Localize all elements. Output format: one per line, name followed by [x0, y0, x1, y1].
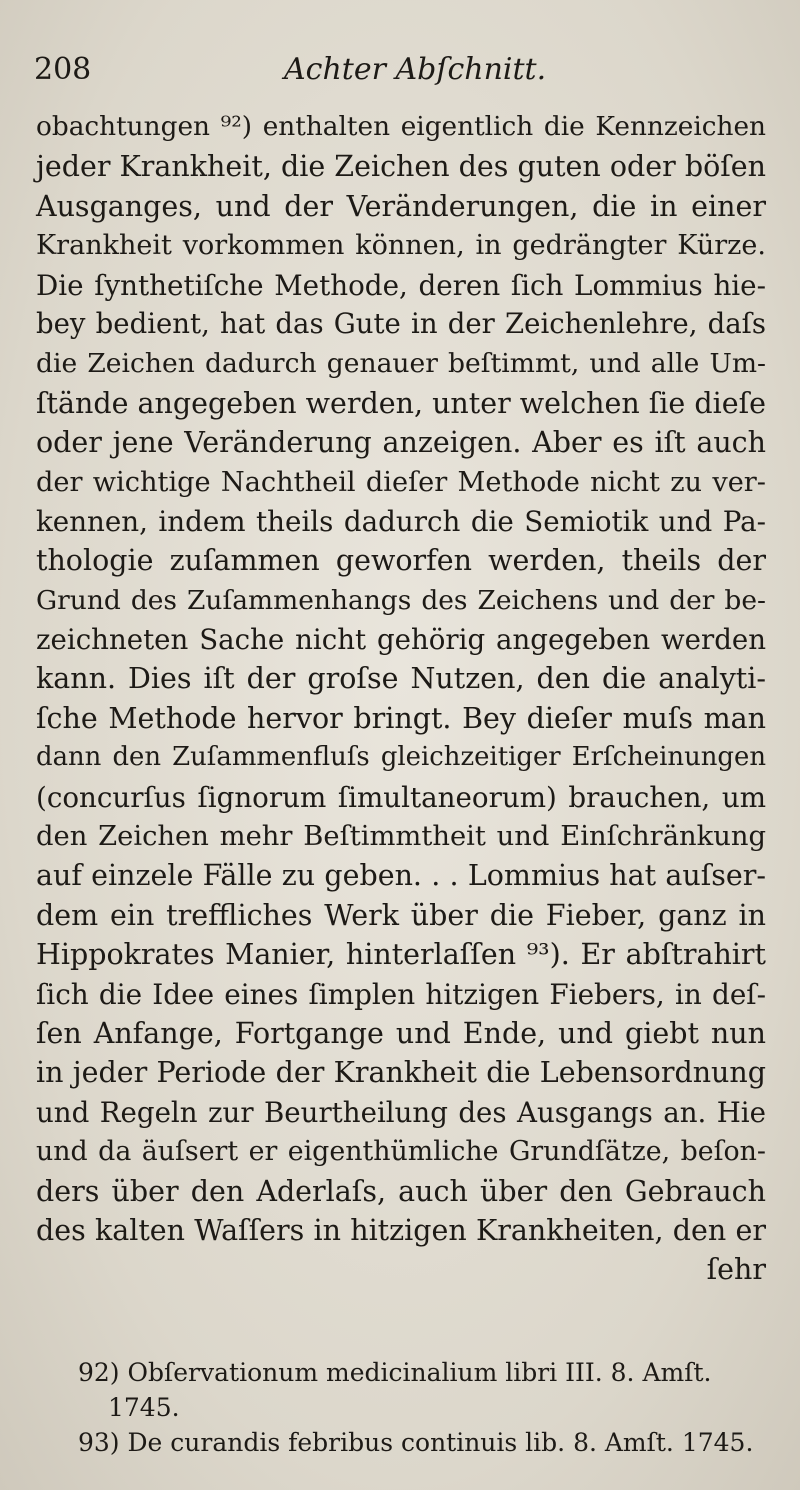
text-line: ſche Methode hervor bringt. Bey dieſer muſs man [36, 701, 766, 735]
text-line: der wichtige Nachtheil dieſer Methode nicht zu ver- [36, 466, 766, 498]
text-line: zeichneten Sache nicht gehörig angegeben werden [36, 623, 766, 657]
footnote-92-continued: 1745. [108, 1393, 180, 1422]
page-number: 208 [34, 52, 92, 87]
text-line: ſich die Idee eines ſimplen hitzigen Fiebers, in deſ- [36, 977, 766, 1011]
text-line: und Regeln zur Beurtheilung des Ausgangs an. Hie [36, 1095, 766, 1129]
footnotes [78, 1355, 768, 1460]
text-line: kennen, indem theils dadurch die Semiotik und Pa- [36, 504, 766, 538]
text-line: bey bedient, hat das Gute in der Zeichenlehre, daſs [36, 307, 766, 340]
text-line: den Zeichen mehr Beſtimmtheit und Einſchränkung [36, 821, 766, 853]
text-line: dem ein treffliches Werk über die Fieber, ganz in [36, 898, 766, 932]
text-line: dann den Zuſammenfluſs gleichzeitiger Erſcheinungen [36, 742, 766, 773]
text-line: ders über den Aderlaſs, auch über den Gebrauch [36, 1174, 766, 1208]
catchword: ſehr [706, 1253, 766, 1287]
text-line: Grund des Zuſammenhangs des Zeichens und der be- [36, 584, 766, 616]
text-line: jeder Krankheit, die Zeichen des guten oder böſen [36, 150, 766, 184]
running-head: Achter Abſchnitt. [284, 52, 547, 87]
text-line: Die ſynthetiſche Methode, deren ſich Lommius hie- [36, 268, 766, 302]
body-text [36, 108, 766, 1290]
text-line: Krankheit vorkommen können, in gedrängter Kürze. [36, 230, 766, 262]
text-line: (concurſus ſignorum ſimultaneorum) brauchen, um [36, 780, 766, 814]
text-line: und da äuſsert er eigenthümliche Grundſätze, beſon- [36, 1136, 766, 1168]
text-line: obachtungen ⁹²) enthalten eigentlich die Kennzeichen [36, 112, 766, 142]
text-line: in jeder Periode der Krankheit die Lebensordnung [36, 1056, 766, 1090]
text-line: die Zeichen dadurch genauer beſtimmt, und alle Um- [36, 348, 766, 380]
text-line: oder jene Veränderung anzeigen. Aber es iſt auch [36, 426, 766, 460]
footnote-92: 92) Obſervationum medicinalium libri III. 8. Amſt. [78, 1358, 712, 1387]
text-line: ſen Anfange, Fortgange und Ende, und giebt nun [36, 1016, 766, 1050]
text-line: kann. Dies iſt der groſse Nutzen, den die analyti- [36, 662, 766, 696]
page-header [34, 52, 760, 92]
text-line: Ausganges, und der Veränderungen, die in einer [36, 189, 766, 223]
text-line: des kalten Waſſers in hitzigen Krankheiten, den er [36, 1213, 766, 1247]
footnote-93: 93) De curandis febribus continuis lib. 8. Amſt. 1745. [78, 1428, 754, 1457]
text-line: Hippokrates Manier, hinterlaſſen ⁹³). Er abſtrahirt [36, 938, 766, 972]
text-line: thologie zuſammen geworfen werden, theils der [36, 544, 766, 578]
text-line: ſtände angegeben werden, unter welchen ſie dieſe [36, 386, 766, 420]
text-line: auf einzele Fälle zu geben. . . Lommius hat auſser- [36, 859, 766, 893]
